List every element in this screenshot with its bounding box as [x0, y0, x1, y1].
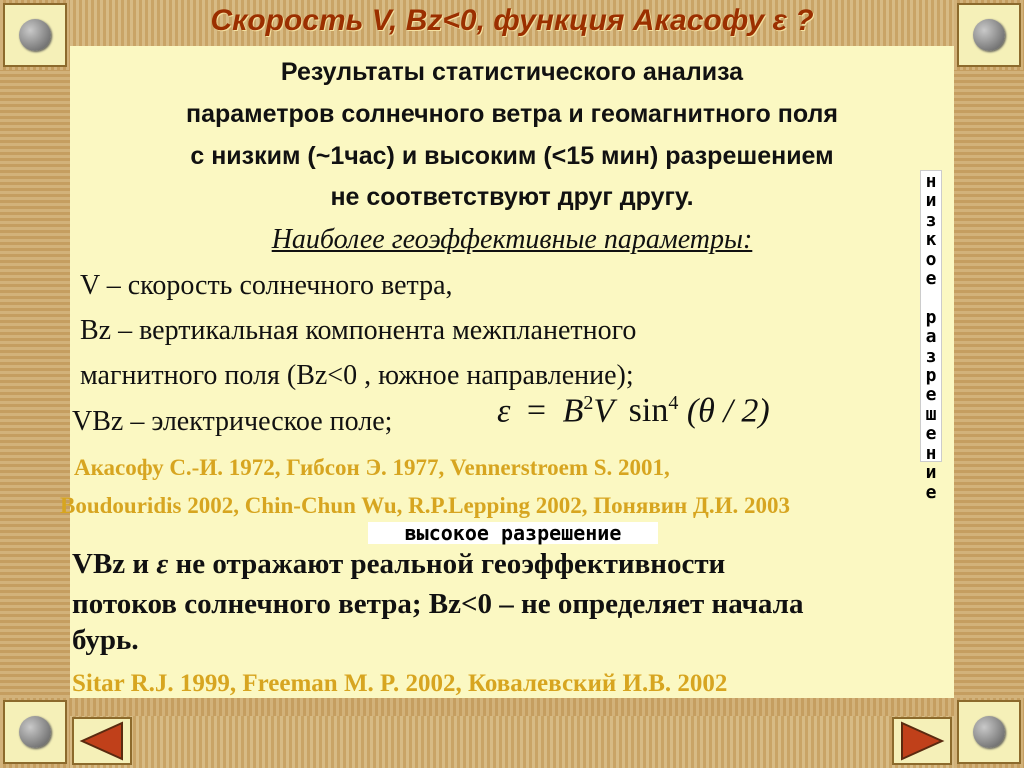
epsilon-formula: [497, 392, 770, 430]
triangle-right-icon: [894, 719, 950, 763]
paragraph-line-2: параметров солнечного ветра и геомагнитного поля: [186, 100, 838, 128]
vbz-line: VBz – электрическое поле;: [72, 406, 393, 437]
low-res-letter: к: [925, 229, 937, 251]
paragraph-line-1: Результаты статистического анализа: [280, 58, 744, 86]
high-resolution-label: высокое разрешение: [368, 522, 658, 544]
low-res-letter: е: [925, 268, 937, 290]
triangle-left-icon: [74, 719, 130, 763]
low-res-letter: [921, 288, 941, 307]
formula-epsilon: ε: [497, 392, 511, 430]
subheading: Наиболее геоэффективные параметры:: [271, 224, 753, 255]
low-res-letter: р: [925, 306, 937, 328]
conclusion-line-1: [72, 548, 725, 581]
param-v: V – скорость солнечного ветра,: [80, 270, 453, 301]
low-res-letter: о: [925, 248, 937, 270]
corner-bottom-left: [3, 700, 67, 764]
formula-exp-2: 2: [583, 392, 594, 414]
references-line-1: Акасофу С.-И. 1972, Гибсон Э. 1977, Vennerstroem S. 2001,: [74, 455, 670, 480]
paragraph-line-3: с низким (~1час) и высоким (<15 мин) разрешением: [190, 142, 834, 170]
low-res-letter: е: [925, 384, 937, 406]
param-bz-cont: магнитного поля (Bz<0 , южное направление);: [80, 360, 634, 391]
low-res-letter: ш: [925, 403, 937, 425]
formula-arg: (θ / 2): [686, 392, 770, 430]
circle-icon: [19, 716, 51, 748]
conclusion-line-3: бурь.: [72, 624, 139, 656]
low-res-letter: и: [925, 462, 937, 484]
slide-title: Скорость V, Bz<0, функция Акасофу ε ?: [210, 4, 814, 37]
low-res-letter: р: [925, 365, 937, 387]
formula-exp-4: 4: [668, 392, 679, 414]
formula-b: B: [562, 392, 584, 430]
low-resolution-label: [920, 170, 942, 503]
references-line-3: Sitar R.J. 1999, Freeman M. P. 2002, Ковалевский И.В. 2002: [72, 670, 728, 697]
formula-sin: sin: [628, 392, 669, 430]
corner-bottom-right: [957, 700, 1021, 764]
low-res-letter: з: [925, 209, 937, 231]
low-res-letter: н: [925, 442, 937, 464]
formula-equals: =: [526, 392, 547, 430]
previous-slide-button[interactable]: [72, 717, 132, 765]
formula-v: V: [593, 392, 615, 430]
next-slide-button[interactable]: [892, 717, 952, 765]
low-res-letter: н: [925, 171, 937, 192]
conclusion-epsilon: ε: [156, 548, 169, 580]
low-res-letter: з: [925, 345, 937, 367]
conclusion-part-2: не отражают реальной геоэффективности: [168, 548, 726, 580]
low-res-letter: и: [925, 190, 937, 212]
low-res-letter: е: [925, 423, 937, 445]
paragraph-line-4: не соответствуют друг другу.: [330, 183, 694, 211]
references-line-2: Boudouridis 2002, Chin-Chun Wu, R.P.Lepping 2002, Понявин Д.И. 2003: [60, 493, 790, 518]
conclusion-part-1: VBz и: [72, 548, 157, 580]
circle-icon: [973, 716, 1005, 748]
frame-bottom-bar: [70, 716, 954, 768]
conclusion-line-2: потоков солнечного ветра; Bz<0 – не определяет начала: [72, 588, 804, 620]
low-res-letter: е: [925, 481, 937, 503]
param-bz: Bz – вертикальная компонента межпланетного: [80, 315, 637, 346]
low-res-letter: а: [925, 326, 937, 348]
